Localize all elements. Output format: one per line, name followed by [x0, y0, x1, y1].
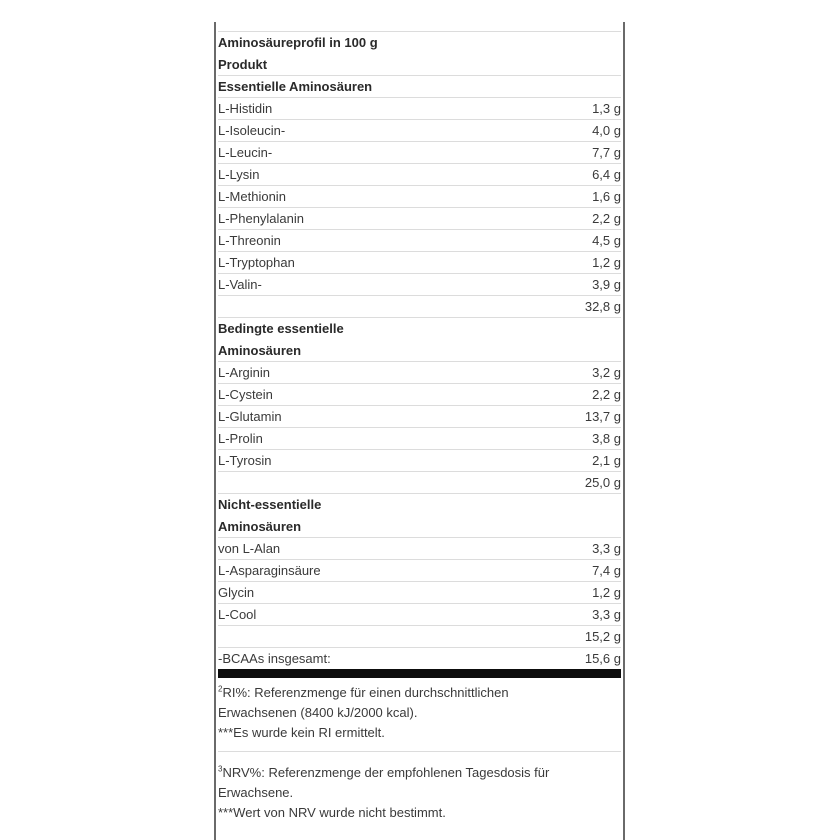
footnote-nrv-line2 — [218, 783, 618, 803]
section-total-essential — [218, 295, 621, 317]
bcaa-total-row — [218, 647, 621, 669]
table-row — [218, 603, 621, 625]
table-row — [218, 119, 621, 141]
table-row-value: 2,2 g — [592, 386, 621, 402]
table-row — [218, 97, 621, 119]
table-row-value: 7,7 g — [592, 144, 621, 160]
section-total-essential-value: 32,8 g — [584, 298, 621, 314]
table-row — [218, 229, 621, 251]
section-heading-nonessential-2-label: Aminosäuren — [218, 518, 302, 534]
table-row-label: L-Isoleucin- — [218, 122, 286, 138]
table-row-label: L-Prolin — [218, 430, 263, 446]
section-heading-conditional-label: Bedingte essentielle — [218, 320, 344, 336]
table-row-label: L-Cystein — [218, 386, 273, 402]
table-row-value: 13,7 g — [584, 408, 621, 424]
section-heading-conditional — [218, 317, 621, 339]
table-row-label: L-Valin- — [218, 276, 262, 292]
footnote-nrv-line1-sup: 3 — [218, 764, 223, 774]
table-row-label: L-Lysin — [218, 166, 260, 182]
table-row — [218, 405, 621, 427]
table-row-value: 3,8 g — [592, 430, 621, 446]
table-row-label: L-Phenylalanin — [218, 210, 305, 226]
footnote-ri-line1-sup: 2 — [218, 684, 223, 694]
table-row-value: 1,3 g — [592, 100, 621, 116]
table-row — [218, 559, 621, 581]
table-row — [218, 273, 621, 295]
table-row-value: 1,6 g — [592, 188, 621, 204]
footnote-divider — [218, 751, 621, 752]
table-row-label: L-Cool — [218, 606, 257, 622]
footnote-ri-line2-text: Erwachsenen (8400 kJ/2000 kcal). — [218, 705, 418, 720]
bcaa-total-row-label: -BCAAs insgesamt: — [218, 650, 331, 666]
table-row-label: L-Leucin- — [218, 144, 273, 160]
table-row-value: 3,2 g — [592, 364, 621, 380]
table-title — [218, 31, 621, 53]
table-row — [218, 427, 621, 449]
table-row-value: 7,4 g — [592, 562, 621, 578]
table-row-label: L-Asparaginsäure — [218, 562, 321, 578]
table-row — [218, 251, 621, 273]
table-row-value: 4,0 g — [592, 122, 621, 138]
table-row-value: 4,5 g — [592, 232, 621, 248]
footnote-ri-line1-text: RI%: Referenzmenge für einen durchschnittlichen — [222, 685, 509, 700]
table-row — [218, 163, 621, 185]
table-row-value: 3,3 g — [592, 540, 621, 556]
section-total-nonessential — [218, 625, 621, 647]
table-row-label: L-Glutamin — [218, 408, 282, 424]
section-heading-nonessential-2 — [218, 515, 621, 537]
footnote-nrv-line1 — [218, 763, 618, 783]
section-heading-conditional-2-label: Aminosäuren — [218, 342, 302, 358]
footnote-ri-line1 — [218, 683, 618, 703]
table-row — [218, 185, 621, 207]
section-heading-nonessential-label: Nicht-essentielle — [218, 496, 322, 512]
table-row — [218, 141, 621, 163]
table-subtitle — [218, 53, 621, 75]
section-total-nonessential-value: 15,2 g — [584, 628, 621, 644]
table-title-label: Aminosäureprofil in 100 g — [218, 34, 378, 50]
section-total-conditional-value: 25,0 g — [584, 474, 621, 490]
footnote-nrv-line2-text: Erwachsene. — [218, 785, 294, 800]
table-row-value: 1,2 g — [592, 584, 621, 600]
footnote-nrv-note-text: ***Wert von NRV wurde nicht bestimmt. — [218, 805, 446, 820]
footnote-ri-note — [218, 723, 618, 743]
table-row-label: L-Arginin — [218, 364, 271, 380]
table-row-value: 3,3 g — [592, 606, 621, 622]
table-row — [218, 537, 621, 559]
table-row-value: 2,2 g — [592, 210, 621, 226]
table-row — [218, 207, 621, 229]
table-row-label: L-Tyrosin — [218, 452, 272, 468]
section-heading-conditional-2 — [218, 339, 621, 361]
footnote-nrv-line1-text: NRV%: Referenzmenge der empfohlenen Tagesdosis für — [222, 765, 550, 780]
table-row — [218, 581, 621, 603]
table-row-label: L-Tryptophan — [218, 254, 295, 270]
table-row-label: L-Threonin — [218, 232, 281, 248]
table-row-label: L-Methionin — [218, 188, 286, 204]
table-row-value: 3,9 g — [592, 276, 621, 292]
table-row-label: Glycin — [218, 584, 255, 600]
section-heading-nonessential — [218, 493, 621, 515]
thick-divider — [218, 669, 621, 678]
table-row — [218, 449, 621, 471]
table-subtitle-label: Produkt — [218, 56, 268, 72]
footnote-ri-note-text: ***Es wurde kein RI ermittelt. — [218, 725, 385, 740]
table-row-label: von L-Alan — [218, 540, 281, 556]
table-row-value: 1,2 g — [592, 254, 621, 270]
table-row-value: 2,1 g — [592, 452, 621, 468]
table-row — [218, 361, 621, 383]
table-row — [218, 383, 621, 405]
section-total-conditional — [218, 471, 621, 493]
section-heading-essential — [218, 75, 621, 97]
footnote-ri-line2 — [218, 703, 618, 723]
table-row-label: L-Histidin — [218, 100, 273, 116]
bcaa-total-row-value: 15,6 g — [584, 650, 621, 666]
table-row-value: 6,4 g — [592, 166, 621, 182]
footnote-nrv-note — [218, 803, 618, 823]
section-heading-essential-label: Essentielle Aminosäuren — [218, 78, 373, 94]
